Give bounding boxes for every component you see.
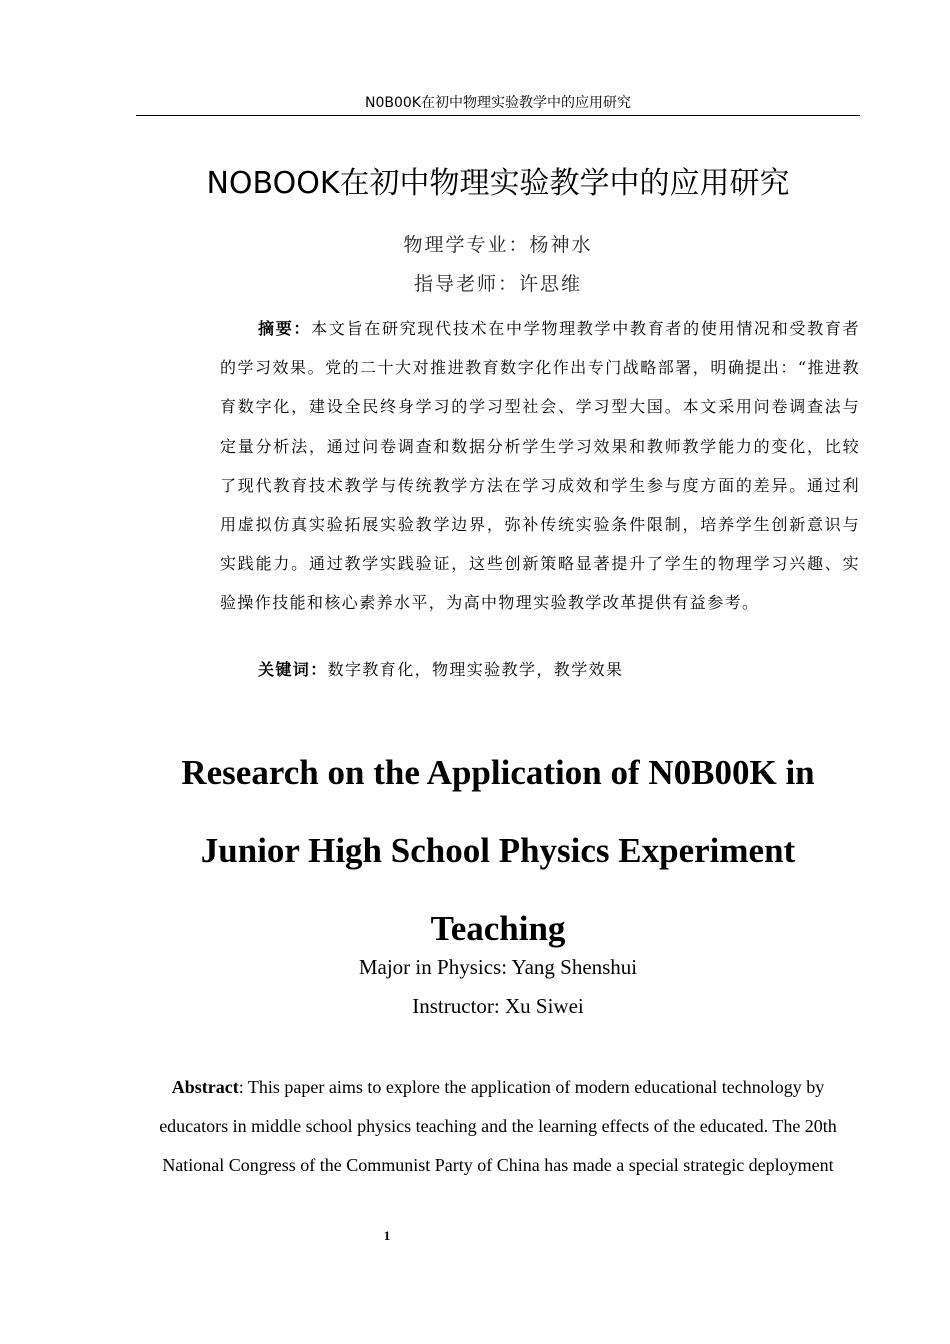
chinese-keywords <box>258 655 858 685</box>
english-title-line: Research on the Application of N0B00K in <box>181 753 815 792</box>
chinese-keywords-label: 关键词： <box>258 660 328 679</box>
chinese-advisor-line: 指导老师：许思维 <box>413 273 582 295</box>
english-title-line: Teaching <box>430 909 566 948</box>
english-abstract-label: Abstract <box>171 1077 239 1097</box>
chinese-author-line: 物理学专业：杨神水 <box>403 234 593 256</box>
english-abstract-text: : This paper aims to explore the application of modern educational technology by educators in middle school physics teaching and the learning effects of the educated. The 20th National Congress of the Communist Party of China has made a special strategic deployment <box>159 1077 837 1176</box>
chinese-abstract <box>220 309 860 623</box>
page-number: 1 <box>383 1228 391 1243</box>
english-author-line: Major in Physics: Yang Shenshui <box>358 955 638 979</box>
english-title <box>136 734 860 968</box>
english-abstract <box>136 1068 860 1186</box>
chinese-abstract-label: 摘要： <box>258 319 312 338</box>
chinese-title: NOBOOK在初中物理实验教学中的应用研究 <box>206 166 790 201</box>
running-header: N0B00K在初中物理实验教学中的应用研究 <box>365 95 631 111</box>
header-rule <box>136 115 860 116</box>
english-instructor-line: Instructor: Xu Siwei <box>412 994 584 1018</box>
chinese-keywords-text: 数字教育化，物理实验教学，教学效果 <box>327 660 624 679</box>
english-title-line: Junior High School Physics Experiment <box>200 831 796 870</box>
chinese-abstract-text: 本文旨在研究现代技术在中学物理教学中教育者的使用情况和受教育者的学习效果。党的二十大对推进教育数字化作出专门战略部署，明确提出：“推进教育数字化，建设全民终身学习的学习型社会、学习型大国。本文采用问卷调查法与定量分析法，通过问卷调查和数据分析学生学习效果和教师教学能力的变化，比较了现代教育技术教学与传统教学方法在学习成效和学生参与度方面的差异。通过利用虚拟仿真实验拓展实验教学边界，弥补传统实验条件限制，培养学生创新意识与实践能力。通过教学实践验证，这些创新策略显著提升了学生的物理学习兴趣、实验操作技能和核心素养水平，为高中物理实验教学改革提供有益参考。 <box>220 319 861 613</box>
